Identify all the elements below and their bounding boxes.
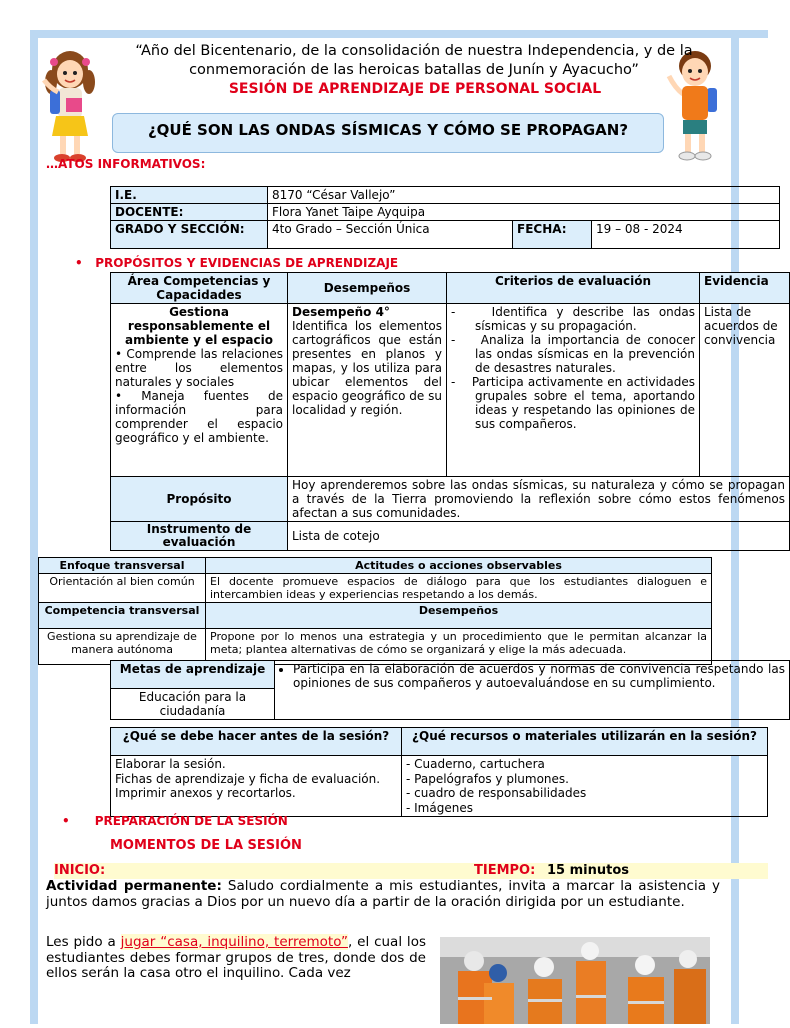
antes-item: Elaborar la sesión. [115, 757, 226, 771]
grado-value: 4to Grado – Sección Única [268, 221, 513, 249]
juego-name: jugar “casa, inquilino, terremoto” [120, 934, 348, 950]
inicio-label: INICIO: [54, 863, 106, 878]
propositos-heading: • PROPÓSITOS Y EVIDENCIAS DE APRENDIZAJE [75, 256, 399, 270]
session-question-box [112, 113, 664, 153]
antes-item: Fichas de aprendizaje y ficha de evaluación. [115, 771, 381, 786]
instrumento-label: Instrumento de evaluación [111, 522, 288, 551]
actitudes-value: El docente promueve espacios de diálogo para que los estudiantes dialoguen e intercambien ideas y experiencias respetando a los demás. [206, 574, 712, 603]
propositos-table [110, 272, 790, 551]
session-question: ¿QUÉ SON LAS ONDAS SÍSMICAS Y CÓMO SE PROPAGAN? [147, 121, 629, 139]
col-actitudes: Actitudes o acciones observables [206, 558, 712, 574]
enfoque-value: Orientación al bien común [39, 574, 206, 603]
page-border-top [30, 30, 768, 38]
tiempo-value: 15 minutos [547, 863, 630, 878]
evidencia-value: Lista de acuerdos de convivencia [700, 304, 790, 477]
metas-table [110, 660, 790, 720]
grado-label: GRADO Y SECCIÓN: [111, 221, 268, 249]
preparacion-heading: • PREPARACIÓN DE LA SESIÓN [62, 814, 288, 828]
datos-heading: …ATOS INFORMATIVOS: [46, 157, 206, 171]
col-recursos: ¿Qué recursos o materiales utilizarán en la sesión? [402, 728, 768, 756]
capacidad-1: • Comprende las relaciones entre los elementos naturales y sociales [115, 347, 283, 389]
criterio-item: - Participa activamente en actividades grupales sobre el tema, aportando ideas y respetando las opiniones de sus compañeros. [451, 375, 695, 431]
preparacion-table [110, 727, 768, 817]
fecha-label: FECHA: [513, 221, 592, 249]
metas-area: Educación para la ciudadanía [111, 689, 275, 720]
desempeno-text: Identifica los elementos cartográficos que están presentes en planos y mapas, y los utiliza para ubicar elementos del espacio geográfico de su localidad y región. [292, 319, 442, 417]
col-desempenos: Desempeños [288, 273, 447, 304]
capacidad-2: • Maneja fuentes de información para comprender el espacio geográfico y el ambiente. [115, 389, 283, 445]
actividad-label: Actividad permanente: [46, 878, 222, 894]
national-motto [60, 42, 768, 80]
page-border-left [30, 30, 38, 1024]
actividad-text: Saludo cordialmente a mis estudiantes, invita a marcar la asistencia y juntos damos gracias a Dios por un nuevo día a partir de la oración dirigida por un estudiante. [46, 878, 720, 910]
recurso-item: - Imágenes [406, 800, 473, 815]
juego-paragraph: Les pido a jugar “casa, inquilino, terremoto”, el cual los estudiantes debes formar grupos de tres, donde dos de ellos serán la casa otro el inquilino. Cada vez [46, 934, 426, 981]
col-antes: ¿Qué se debe hacer antes de la sesión? [111, 728, 402, 756]
criterio-item: - Identifica y describe las ondas sísmicas y su propagación. [451, 305, 695, 333]
recurso-item: - Papelógrafos y plumones. [406, 771, 569, 786]
desempenos-value: Propone por lo menos una estrategia y un procedimiento que le permitan alcanzar la meta; plantea alternativas de cómo se organizará y elige la más adecuada. [206, 629, 712, 665]
desempenos-label: Desempeños [206, 603, 712, 629]
instrumento-value: Lista de cotejo [288, 522, 790, 551]
ie-label: I.E. [111, 187, 268, 204]
motto-line-1: “Año del Bicentenario, de la consolidación de nuestra Independencia, y de la [135, 43, 693, 59]
competencia-transversal-value: Gestiona su aprendizaje de manera autónoma [39, 629, 206, 665]
motto-line-2: conmemoración de las heroicas batallas de Junín y Ayacucho” [189, 62, 639, 78]
enfoque-table [38, 557, 712, 665]
earthquake-drill-photo [440, 937, 710, 1024]
proposito-label: Propósito [111, 477, 288, 522]
docente-label: DOCENTE: [111, 204, 268, 221]
antes-item: Imprimir anexos y recortarlos. [115, 786, 296, 800]
desempeno-title: Desempeño 4° [292, 305, 390, 319]
inicio-bar [54, 863, 768, 879]
momentos-heading: MOMENTOS DE LA SESIÓN [110, 838, 302, 853]
docente-value: Flora Yanet Taipe Ayquipa [268, 204, 780, 221]
recurso-item: - cuadro de responsabilidades [406, 786, 587, 800]
col-enfoque: Enfoque transversal [39, 558, 206, 574]
metas-text: • Participa en la elaboración de acuerdos y normas de convivencia respetando las opiniones de sus compañeros y autoevaluándose en su cumplimiento. [293, 662, 785, 690]
session-title: SESIÓN DE APRENDIZAJE DE PERSONAL SOCIAL [228, 81, 602, 97]
competencia-transversal-label: Competencia transversal [39, 603, 206, 629]
datos-table [110, 186, 780, 249]
propositos-heading-text: PROPÓSITOS Y EVIDENCIAS DE APRENDIZAJE [95, 256, 399, 270]
actividad-permanente [46, 879, 720, 910]
col-evidencia: Evidencia [700, 273, 790, 304]
col-competencias: Área Competencias y Capacidades [111, 273, 288, 304]
drill-photo-drawing [440, 937, 710, 1024]
criterio-item: - Analiza la importancia de conocer las ondas sísmicas en la prevención de desastres naturales. [451, 333, 695, 375]
ie-value: 8170 “César Vallejo” [268, 187, 780, 204]
tiempo-label: TIEMPO: [474, 863, 536, 878]
recurso-item: - Cuaderno, cartuchera [406, 757, 545, 771]
col-criterios: Criterios de evaluación [447, 273, 700, 304]
proposito-text: Hoy aprenderemos sobre las ondas sísmicas, su naturaleza y cómo se propagan a través de la Tierra promoviendo la reflexión sobre cómo estos fenómenos afectan a sus comunidades. [288, 477, 790, 522]
competencia-title: Gestiona responsablemente el ambiente y el espacio [125, 305, 273, 347]
fecha-value: 19 – 08 - 2024 [592, 221, 780, 249]
metas-label: Metas de aprendizaje [111, 661, 275, 689]
